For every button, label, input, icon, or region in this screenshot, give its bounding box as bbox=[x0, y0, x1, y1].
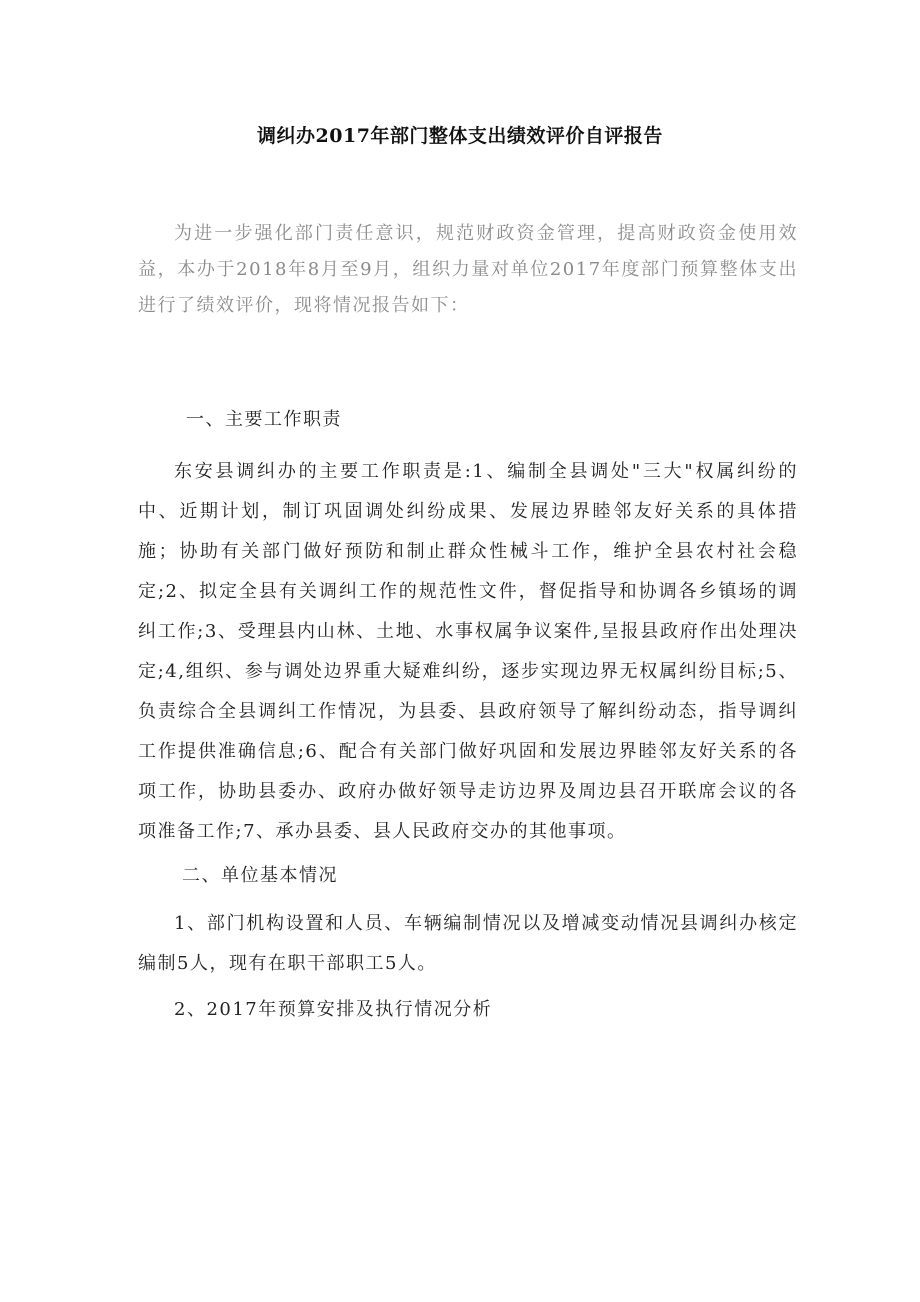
staffing-paragraph: 1、部门机构设置和人员、车辆编制情况以及增减变动情况县调纠办核定编制5人，现有在职干部职工5人。 bbox=[138, 913, 798, 974]
section-heading-main-duties: 一、主要工作职责 bbox=[186, 409, 342, 430]
intro-paragraph: 为进一步强化部门责任意识，规范财政资金管理，提高财政资金使用效益，本办于2018年8月至9月，组织力量对单位2017年度部门预算整体支出进行了绩效评价，现将情况报告如下： bbox=[138, 223, 798, 316]
main-duties-paragraph: 东安县调纠办的主要工作职责是:1、编制全县调处"三大"权属纠纷的中、近期计划，制订巩固调处纠纷成果、发展边界睦邻友好关系的具体措施；协助有关部门做好预防和制止群众性械斗工作，维护全县农村社会稳定;2、拟定全县有关调纠工作的规范性文件，督促指导和协调各乡镇场的调纠工作;3、受理县内山林、土地、水事权属争议案件,呈报县政府作出处理决定;4,组织、参与调处边界重大疑难纠纷，逐步实现边界无权属纠纷目标;5、负责综合全县调纠工作情况，为县委、县政府领导了解纠纷动态，指导调纠工作提供准确信息;6、配合有关部门做好巩固和发展边界睦邻友好关系的各项工作，协助县委办、政府办做好领导走访边界及周边县召开联席会议的各项准备工作;7、承办县委、县人民政府交办的其他事项。 bbox=[138, 461, 798, 842]
budget-analysis-heading: 2、2017年预算安排及执行情况分析 bbox=[174, 999, 493, 1020]
document-body bbox=[138, 400, 798, 1030]
document-title: 调纠办2017年部门整体支出绩效评价自评报告 bbox=[257, 125, 663, 147]
section-heading-basic-info: 二、单位基本情况 bbox=[182, 865, 338, 886]
